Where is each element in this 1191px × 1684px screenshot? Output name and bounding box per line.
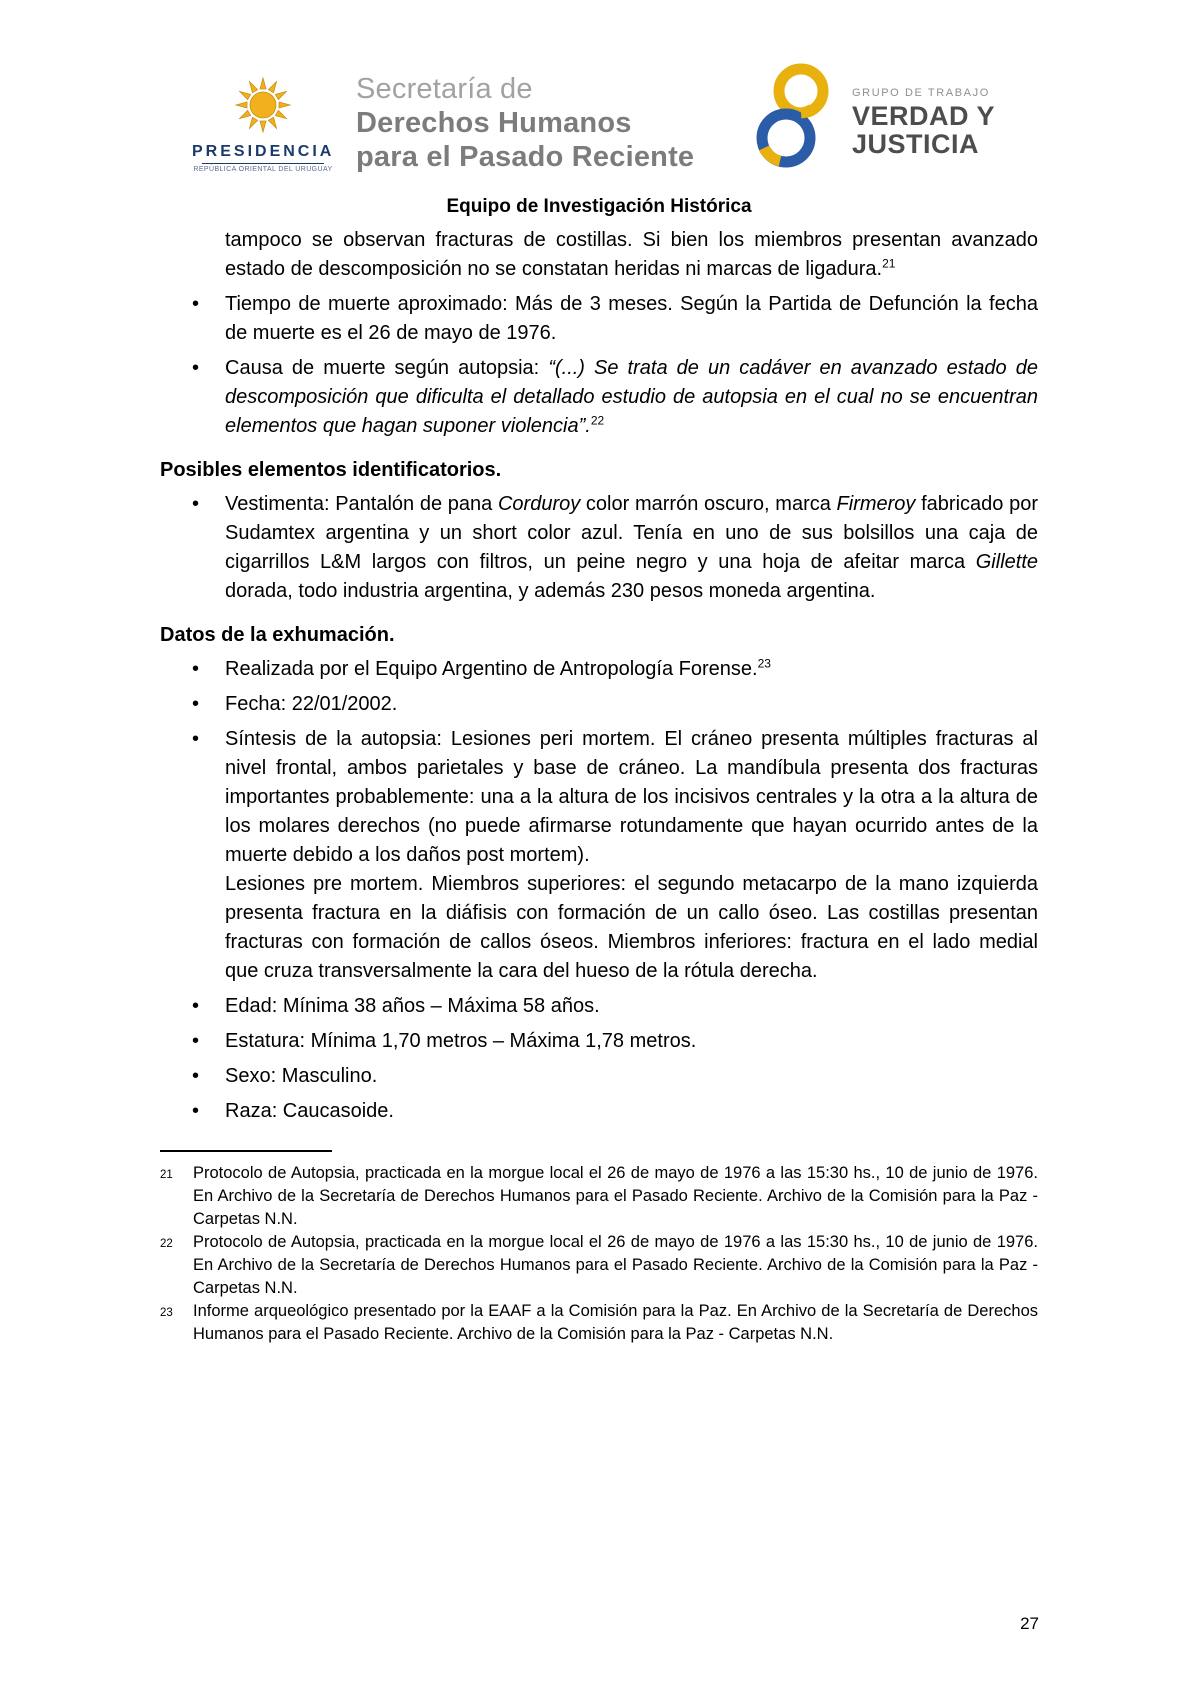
footnote-text: Informe arqueológico presentado por la EAAF a la Comisión para la Paz. En Archivo de la Secretaría de Derechos Humanos para el Pasado Reciente. Archivo de la Comisión para la Paz - Carpetas N.N.	[193, 1302, 1038, 1343]
bullet-estatura	[160, 1027, 1038, 1056]
secretaria-line1: Secretaría de	[356, 73, 533, 105]
text-run: Raza: Caucasoide.	[225, 1100, 394, 1122]
footnote-ref-22: 22	[590, 413, 605, 428]
brand-firmeroy: Firmeroy	[836, 493, 916, 515]
bullet-causa-muerte	[160, 354, 1038, 441]
bullet-sexo	[160, 1062, 1038, 1091]
footnote-number: 23	[160, 1307, 173, 1319]
footnote-22	[160, 1231, 1038, 1300]
page-title: Equipo de Investigación Histórica	[446, 196, 752, 217]
presidencia-divider	[202, 163, 324, 164]
bullet-fecha	[160, 690, 1038, 719]
autopsy-quote: “(...) Se trata de un cadáver en avanzado estado de descomposición que dificulta el detallado estudio de autopsia en el cual no se encuentran elementos que hagan suponer violencia”.	[225, 357, 1038, 437]
secretaria-line2: Derechos Humanos	[356, 107, 632, 139]
sun-icon	[203, 73, 323, 137]
bullet-edad	[160, 992, 1038, 1021]
verdad-label: VERDAD Y	[852, 100, 996, 131]
secretaria-line3: para el Pasado Reciente	[356, 141, 695, 173]
text-run: Vestimenta: Pantalón de pana	[225, 493, 498, 515]
justicia-label: JUSTICIA	[852, 128, 980, 159]
sintesis-pre-mortem: Lesiones pre mortem. Miembros superiores: el segundo metacarpo de la mano izquierda presenta fractura en la diáfisis con formación de un callo óseo. Las costillas presentan fracturas con formación de callos óseos. Miembros inferiores: fractura en el lado medial que cruza transversalmente la cara del hueso de la rótula derecha.	[225, 873, 1038, 982]
text-run: Sexo: Masculino.	[225, 1065, 378, 1087]
text-run: Edad: Mínima 38 años – Máxima 58 años.	[225, 995, 600, 1017]
text-run: Fecha: 22/01/2002.	[225, 693, 398, 715]
presidencia-emblem	[192, 73, 334, 173]
brand-corduroy: Corduroy	[497, 493, 581, 515]
bullet-realizada	[160, 655, 1038, 684]
presidencia-wordmark: PRESIDENCIA	[192, 143, 335, 160]
footnote-number: 22	[160, 1238, 173, 1250]
brand-gillette: Gillette	[975, 551, 1038, 573]
paragraph-continuation	[225, 226, 1038, 284]
verdad-justicia-wordmark	[852, 81, 995, 158]
page-number: 27	[1020, 1614, 1039, 1633]
footnote-21	[160, 1162, 1038, 1231]
presidencia-logo	[192, 72, 694, 174]
heading-posibles-elementos: Posibles elementos identificatorios.	[160, 459, 502, 481]
footnotes-section	[160, 1150, 1038, 1346]
text-run: Estatura: Mínima 1,70 metros – Máxima 1,78 metros.	[225, 1030, 697, 1052]
secretaria-wordmark	[356, 72, 694, 174]
text-run: tampoco se observan fracturas de costillas. Si bien los miembros presentan avanzado estado de descomposición no se constatan heridas ni marcas de ligadura.	[225, 229, 1038, 280]
text-run: Causa de muerte según autopsia:	[225, 357, 549, 379]
bullet-vestimenta	[160, 490, 1038, 606]
bullet-tiempo-muerte	[160, 290, 1038, 348]
document-header	[0, 66, 1191, 196]
footnote-ref-23: 23	[757, 656, 771, 671]
verdad-justicia-logo	[750, 62, 995, 176]
footnote-text: Protocolo de Autopsia, practicada en la morgue local el 26 de mayo de 1976 a las 15:30 hs., 10 de junio de 1976. En Archivo de la Secretaría de Derechos Humanos para el Pasado Reciente. Archivo de la Comisión para la Paz - Carpetas N.N.	[193, 1233, 1038, 1297]
grupo-trabajo-label: GRUPO DE TRABAJO	[852, 86, 990, 99]
bullet-raza	[160, 1097, 1038, 1126]
footnote-text: Protocolo de Autopsia, practicada en la morgue local el 26 de mayo de 1976 a las 15:30 hs., 10 de junio de 1976. En Archivo de la Secretaría de Derechos Humanos para el Pasado Reciente. Archivo de la Comisión para la Paz - Carpetas N.N.	[193, 1164, 1038, 1228]
text-run: dorada, todo industria argentina, y además 230 pesos moneda argentina.	[225, 580, 876, 602]
text-run: Tiempo de muerte aproximado: Más de 3 meses. Según la Partida de Defunción la fecha de muerte es el 26 de mayo de 1976.	[225, 293, 1038, 344]
interlocking-rings-icon	[750, 62, 838, 176]
presidencia-country-label: REPÚBLICA ORIENTAL DEL URUGUAY	[193, 166, 333, 173]
footnote-23	[160, 1300, 1038, 1346]
footnote-rule	[160, 1150, 332, 1152]
footnote-number: 21	[160, 1169, 173, 1181]
footnote-ref-21: 21	[882, 256, 896, 271]
heading-datos-exhumacion: Datos de la exhumación.	[160, 624, 395, 646]
text-run: Realizada por el Equipo Argentino de Antropología Forense.	[225, 658, 758, 680]
text-run: fabricado por Sudamtex argentina y un short color azul. Tenía en uno de sus bolsillos una caja de cigarrillos L&M largos con filtros, un peine negro y una hoja de afeitar marca	[225, 493, 1039, 573]
bullet-sintesis-autopsia	[160, 725, 1038, 986]
sintesis-peri-mortem: • Síntesis de la autopsia: Lesiones peri mortem. El cráneo presenta múltiples fracturas al nivel frontal, ambos parietales y base de cráneo. La mandíbula presenta dos fracturas importantes probablemente: una a la altura de los incisivos centrales y la otra a la altura de los molares derechos (no puede afirmarse rotundamente que hayan ocurrido antes de la muerte debido a los daños post mortem).	[225, 728, 1038, 866]
text-run: color marrón oscuro, marca	[580, 493, 837, 515]
